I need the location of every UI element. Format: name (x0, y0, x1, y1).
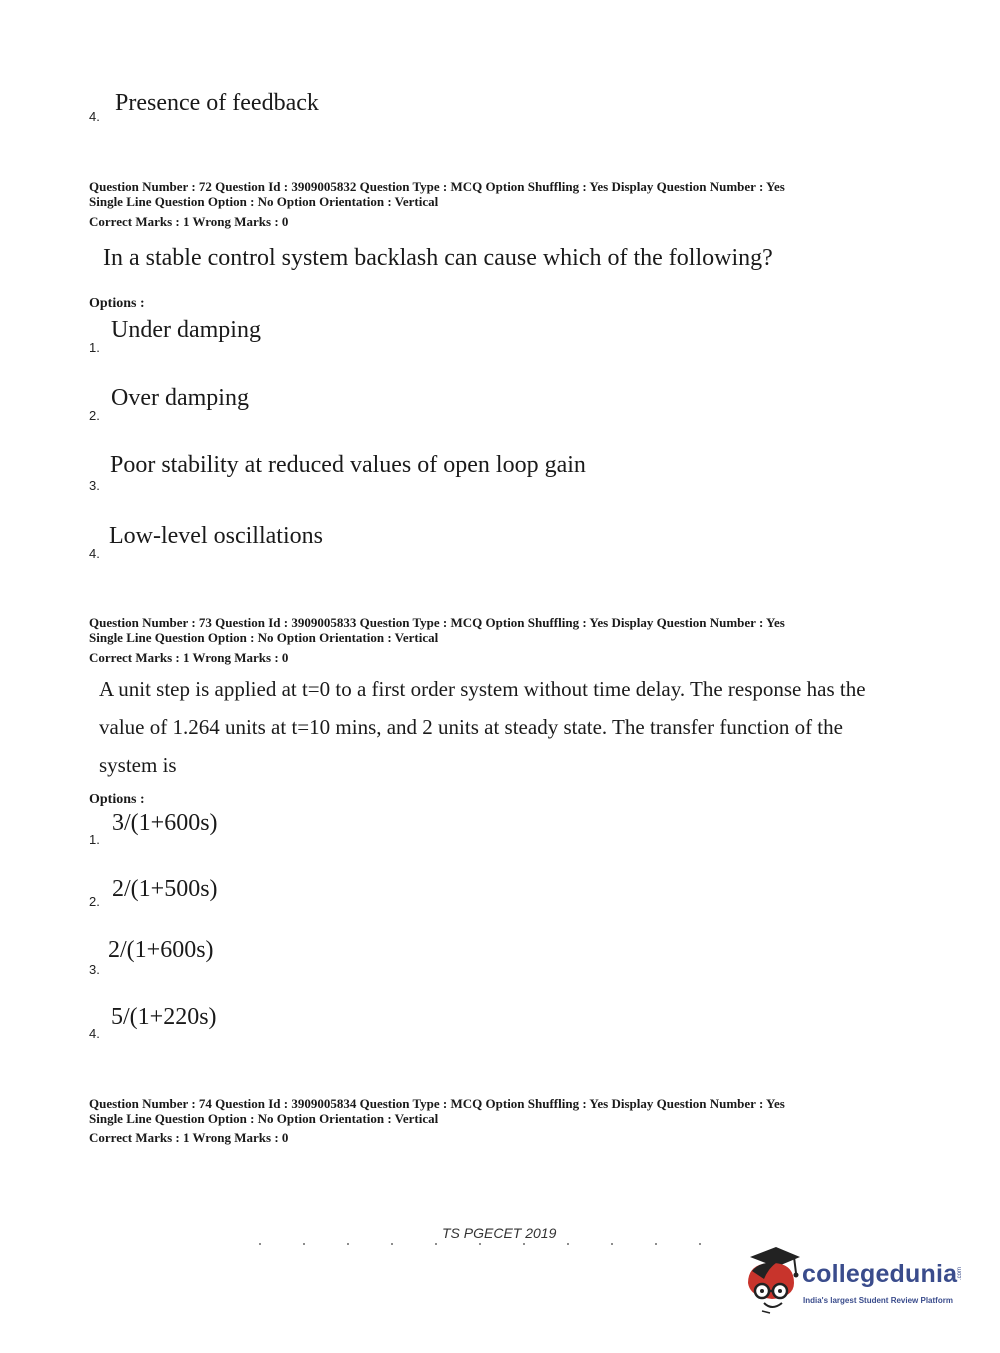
option-text: 3/(1+600s) (112, 810, 218, 836)
option-number: 4. (89, 109, 100, 124)
option-number: 2. (89, 894, 100, 909)
brand-name: collegedunia (802, 1260, 958, 1288)
option-text: 2/(1+500s) (112, 876, 218, 902)
question-72-meta (89, 179, 785, 209)
option-text: Under damping (111, 317, 261, 343)
option-number: 3. (89, 478, 100, 493)
option-number: 3. (89, 962, 100, 977)
option-number: 1. (89, 340, 100, 355)
question-meta-line: Single Line Question Option : No Option Orientation : Vertical (89, 630, 439, 645)
brand-tagline: India's largest Student Review Platform (803, 1296, 953, 1305)
question-text: A unit step is applied at t=0 to a first order system without time delay. The response has the value of 1.264 units at t=10 mins, and 2 units at steady state. The transfer function of the system is (99, 677, 866, 777)
option-number: 4. (89, 1026, 100, 1041)
option-number: 1. (89, 832, 100, 847)
option-number: 4. (89, 546, 100, 561)
collegedunia-logo (742, 1245, 972, 1315)
options-label: Options : (89, 792, 145, 807)
question-73-meta (89, 615, 785, 645)
question-meta-line: Single Line Question Option : No Option Orientation : Vertical (89, 1111, 439, 1126)
brand-suffix: .com (957, 1267, 963, 1281)
mascot-icon (742, 1245, 802, 1315)
option-text: 5/(1+220s) (111, 1004, 217, 1030)
option-text: Poor stability at reduced values of open loop gain (110, 452, 586, 478)
option-text: 2/(1+600s) (108, 937, 214, 963)
question-meta-line: Question Number : 72 Question Id : 3909005832 Question Type : MCQ Option Shuffling : Yes Display Question Number : Yes (89, 179, 785, 194)
question-meta-line: Question Number : 74 Question Id : 3909005834 Question Type : MCQ Option Shuffling : Yes Display Question Number : Yes (89, 1096, 785, 1111)
option-text: Over damping (111, 385, 249, 411)
option-text: Presence of feedback (115, 90, 319, 116)
question-text: In a stable control system backlash can cause which of the following? (103, 245, 773, 271)
question-marks: Correct Marks : 1 Wrong Marks : 0 (89, 650, 289, 665)
question-marks: Correct Marks : 1 Wrong Marks : 0 (89, 214, 289, 229)
question-meta-line: Single Line Question Option : No Option Orientation : Vertical (89, 194, 439, 209)
question-meta-line: Question Number : 73 Question Id : 3909005833 Question Type : MCQ Option Shuffling : Yes Display Question Number : Yes (89, 615, 785, 630)
option-number: 2. (89, 408, 100, 423)
question-74-meta (89, 1096, 785, 1126)
question-marks: Correct Marks : 1 Wrong Marks : 0 (89, 1130, 289, 1145)
footer-divider (238, 1243, 738, 1245)
exam-title: TS PGECET 2019 (442, 1225, 557, 1241)
option-text: Low-level oscillations (109, 523, 323, 549)
options-label: Options : (89, 296, 145, 311)
